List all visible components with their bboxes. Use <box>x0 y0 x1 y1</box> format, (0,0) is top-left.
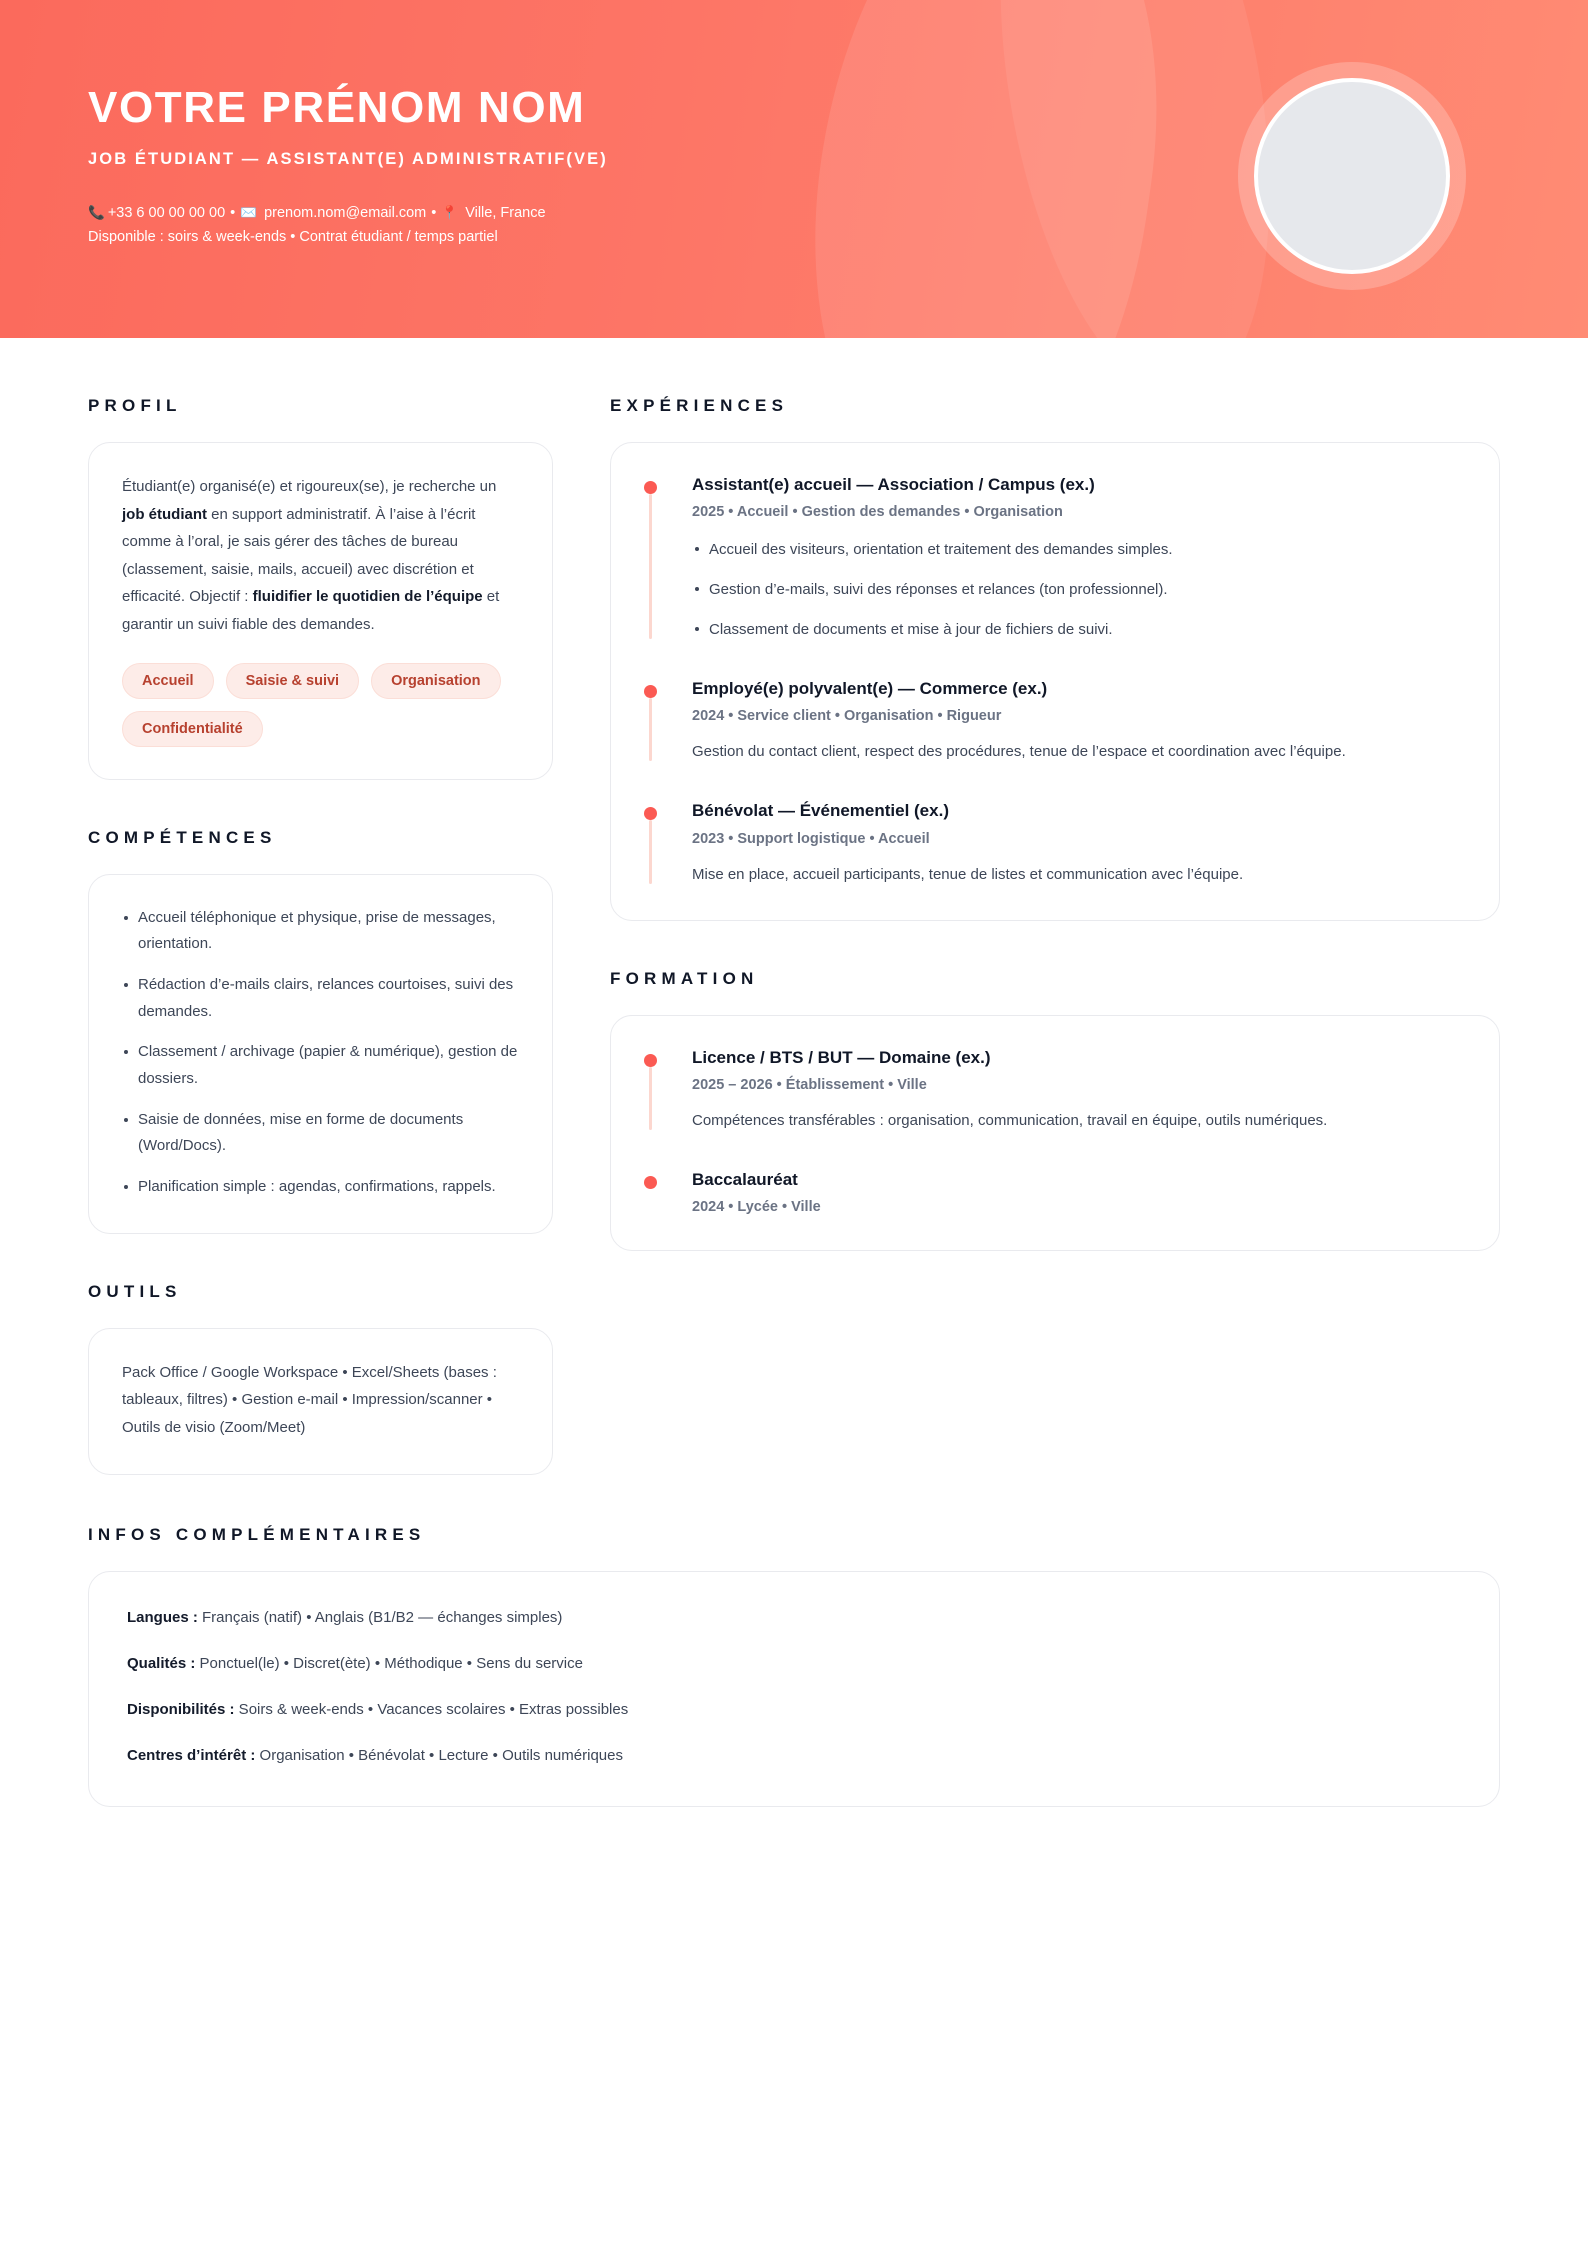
timeline-connector-line <box>649 820 652 883</box>
competence-item: Rédaction d’e-mails clairs, relances courtoises, suivi des demandes. <box>122 972 519 1025</box>
timeline-connector-line <box>649 1067 652 1130</box>
competence-item: Classement / archivage (papier & numérique), gestion de dossiers. <box>122 1039 519 1092</box>
experience-description: Mise en place, accueil participants, tenue de listes et communication avec l’équipe. <box>692 865 1244 883</box>
section-title-outils: OUTILS <box>88 1281 182 1301</box>
section-title-infos: INFOS COMPLÉMENTAIRES <box>88 1524 426 1544</box>
two-column-layout <box>88 396 1500 1475</box>
infos-row <box>127 1606 1461 1630</box>
profil-text-run-2: en support administratif. À l’aise à l’écrit comme à l’oral, je sais gérer des tâches de bureau (classement, saisie, mails, accueil) avec discrétion et efficacité. Objectif : <box>122 505 476 606</box>
infos-row-label: Centres d’intérêt : <box>127 1746 256 1764</box>
infos-row-value: Organisation • Bénévolat • Lecture • Outils numériques <box>255 1746 623 1764</box>
profil-chip-list <box>122 663 519 747</box>
avatar-ring <box>1238 62 1466 290</box>
infos-row <box>127 1744 1461 1768</box>
competences-list <box>122 905 519 1201</box>
profil-text-run-4: et garantir un suivi fiable des demandes. <box>122 588 500 633</box>
avatar[interactable] <box>1254 78 1450 274</box>
section-title-experiences: EXPÉRIENCES <box>610 396 789 415</box>
experience-meta: 2024 • Service client • Organisation • Rigueur <box>692 708 1002 725</box>
job-role-subtitle: JOB ÉTUDIANT — ASSISTANT(E) ADMINISTRATIF(VE) <box>88 149 608 168</box>
timeline-dot-icon <box>644 1176 657 1189</box>
formation-title: Baccalauréat <box>692 1169 798 1189</box>
formation-title: Licence / BTS / BUT — Domaine (ex.) <box>692 1047 991 1067</box>
experience-bullet: Accueil des visiteurs, orientation et traitement des demandes simples. <box>692 537 1466 563</box>
profil-text-run-1: job étudiant <box>122 505 207 523</box>
formation-timeline <box>644 1046 1466 1219</box>
section-experiences <box>610 396 1500 921</box>
section-infos-complementaires <box>88 1525 1500 1807</box>
experience-title: Employé(e) polyvalent(e) — Commerce (ex.) <box>692 679 1048 699</box>
profil-chip[interactable]: Accueil <box>122 663 214 699</box>
outils-text: Pack Office / Google Workspace • Excel/Sheets (bases : tableaux, filtres) • Gestion e-mail • Impression/scanner • Outils de visio (Zoom/Meet) <box>122 1363 497 1436</box>
timeline-connector-line <box>649 698 652 761</box>
availability-line: Disponible : soirs & week-ends • Contrat étudiant / temps partiel <box>88 228 498 245</box>
timeline-dot-icon <box>644 481 657 494</box>
profil-chip[interactable]: Organisation <box>371 663 500 699</box>
profil-paragraph <box>122 473 519 639</box>
section-title-formation: FORMATION <box>610 968 759 988</box>
profil-chip[interactable]: Confidentialité <box>122 711 263 747</box>
email-icon: ✉️ <box>240 204 258 220</box>
contact-location: Ville, France <box>465 204 546 221</box>
formation-card <box>610 1015 1500 1252</box>
formation-entry <box>644 1046 1466 1134</box>
experience-entry <box>644 473 1466 643</box>
competence-item: Accueil téléphonique et physique, prise de messages, orientation. <box>122 905 519 958</box>
phone-icon: 📞 <box>88 204 105 220</box>
infos-row-value: Soirs & week-ends • Vacances scolaires • Extras possibles <box>234 1700 629 1718</box>
infos-row <box>127 1652 1461 1676</box>
experience-title: Bénévolat — Événementiel (ex.) <box>692 801 949 821</box>
formation-entry <box>644 1168 1466 1218</box>
formation-description: Compétences transférables : organisation, communication, travail en équipe, outils numériques. <box>692 1111 1328 1129</box>
formation-meta: 2025 – 2026 • Établissement • Ville <box>692 1076 927 1093</box>
competences-card <box>88 874 553 1234</box>
competence-item: Planification simple : agendas, confirmations, rappels. <box>122 1174 519 1201</box>
page-title: VOTRE PRÉNOM NOM <box>88 83 586 132</box>
infos-row-label: Disponibilités : <box>127 1700 235 1718</box>
infos-row <box>127 1698 1461 1722</box>
profil-text-run-3: fluidifier le quotidien de l’équipe <box>252 588 483 606</box>
timeline-dot-icon <box>644 807 657 820</box>
outils-card <box>88 1328 553 1475</box>
contact-separator-2: • <box>431 204 437 221</box>
location-pin-icon: 📍 <box>441 204 459 220</box>
section-competences <box>88 828 553 1234</box>
profil-card <box>88 442 553 780</box>
profil-chip[interactable]: Saisie & suivi <box>226 663 360 699</box>
experiences-timeline <box>644 473 1466 888</box>
section-title-profil: PROFIL <box>88 396 182 415</box>
infos-row-label: Qualités : <box>127 1654 196 1672</box>
competence-item: Saisie de données, mise en forme de documents (Word/Docs). <box>122 1107 519 1160</box>
resume-header <box>0 0 1588 338</box>
contact-separator-1: • <box>230 204 236 221</box>
infos-row-label: Langues : <box>127 1608 198 1626</box>
experience-description: Gestion du contact client, respect des procédures, tenue de l’espace et coordination avec l’équipe. <box>692 743 1346 761</box>
infos-row-list <box>127 1606 1461 1768</box>
experience-bullet-list <box>692 537 1466 643</box>
section-outils <box>88 1282 553 1475</box>
infos-row-value: Français (natif) • Anglais (B1/B2 — échanges simples) <box>197 1608 563 1626</box>
timeline-dot-icon <box>644 1054 657 1067</box>
experience-meta: 2025 • Accueil • Gestion des demandes • Organisation <box>692 504 1063 521</box>
experiences-card <box>610 442 1500 921</box>
experience-bullet: Classement de documents et mise à jour de fichiers de suivi. <box>692 617 1466 643</box>
left-column <box>88 396 553 1475</box>
experience-entry <box>644 799 1466 887</box>
experience-bullet: Gestion d’e-mails, suivi des réponses et relances (ton professionnel). <box>692 577 1466 603</box>
formation-meta: 2024 • Lycée • Ville <box>692 1199 821 1216</box>
experience-meta: 2023 • Support logistique • Accueil <box>692 830 930 847</box>
section-formation <box>610 969 1500 1252</box>
timeline-connector-line <box>649 494 652 639</box>
experience-entry <box>644 677 1466 765</box>
infos-card <box>88 1571 1500 1807</box>
right-column <box>610 396 1500 1251</box>
section-title-competences: COMPÉTENCES <box>88 827 277 847</box>
contact-phone[interactable]: +33 6 00 00 00 00 <box>107 204 226 221</box>
profil-text-run-0: Étudiant(e) organisé(e) et rigoureux(se), je recherche un <box>122 478 497 495</box>
timeline-dot-icon <box>644 685 657 698</box>
infos-row-value: Ponctuel(le) • Discret(ète) • Méthodique • Sens du service <box>195 1654 583 1672</box>
section-profil <box>88 396 553 780</box>
resume-body <box>0 338 1588 1807</box>
contact-email[interactable]: prenom.nom@email.com <box>264 204 427 221</box>
experience-title: Assistant(e) accueil — Association / Campus (ex.) <box>692 475 1095 494</box>
